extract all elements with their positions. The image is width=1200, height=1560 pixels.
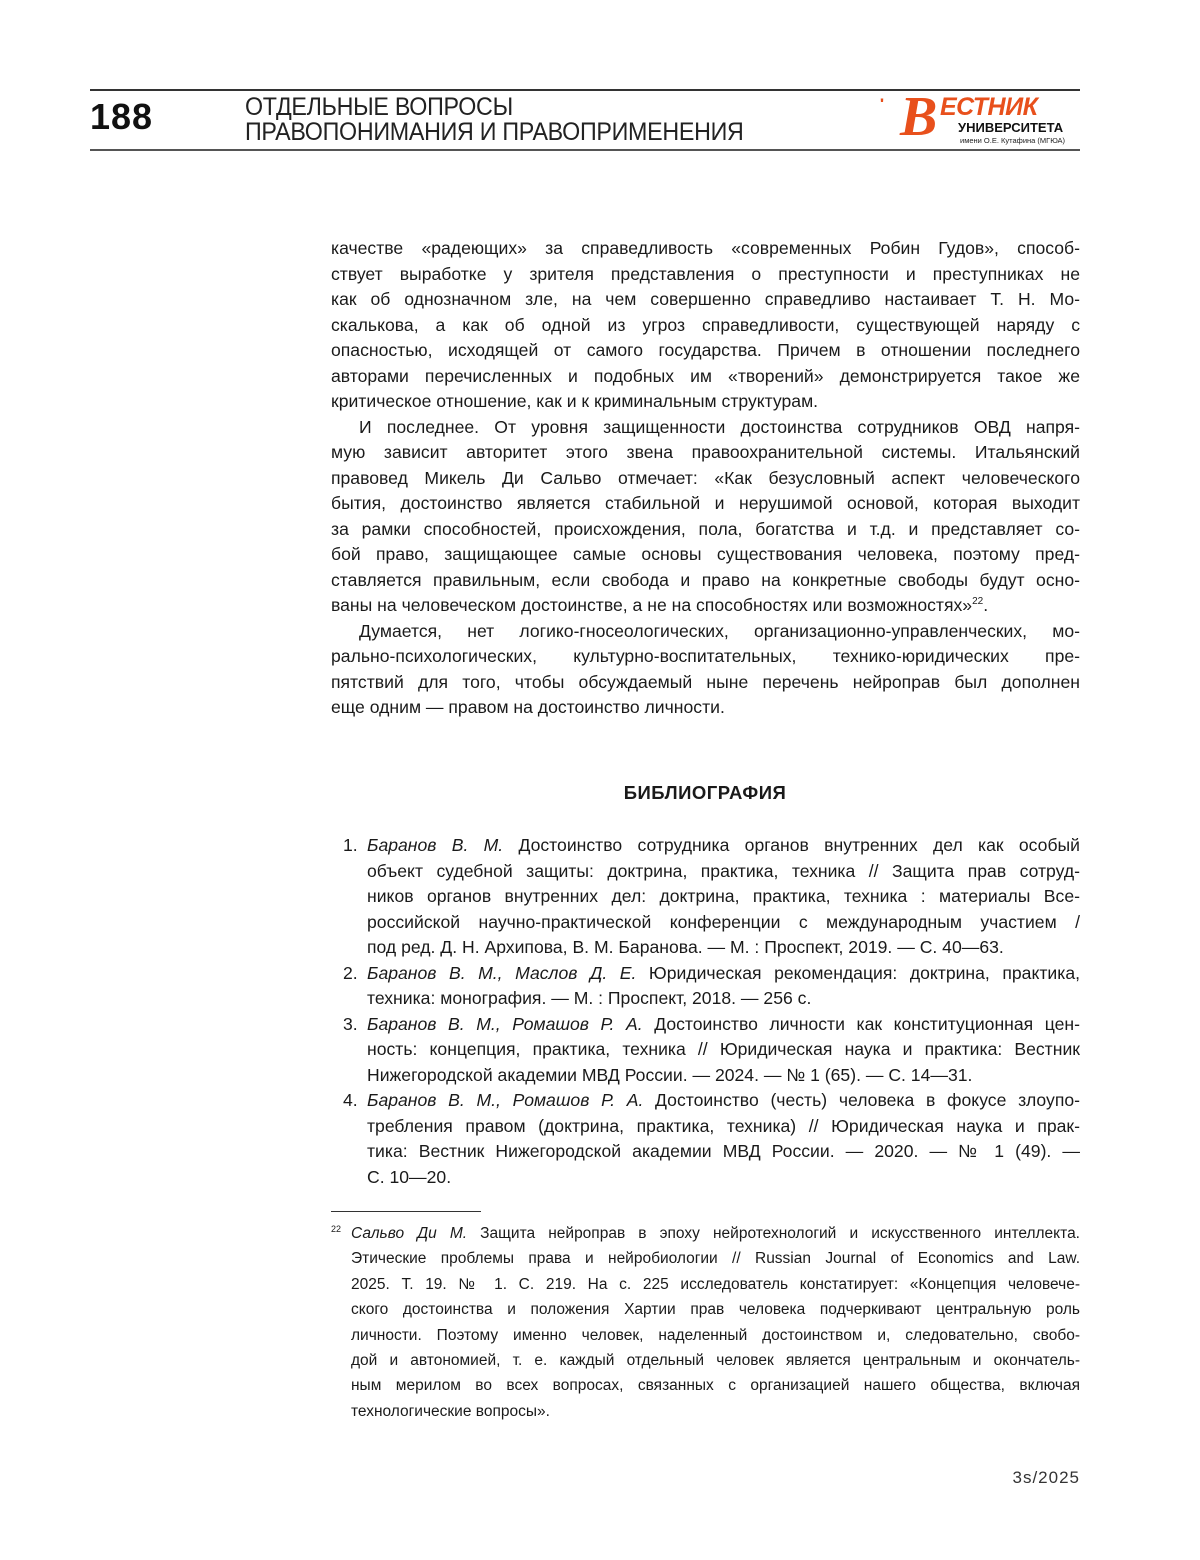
item-title: Достоинство (честь) человека в фокусе злоупо- bbox=[643, 1090, 1080, 1110]
text-line bbox=[367, 1139, 1080, 1165]
section-title-line: ОТДЕЛЬНЫЕ ВОПРОСЫ bbox=[245, 93, 513, 121]
text-line bbox=[331, 287, 1080, 313]
line-text: ным мерилом во всех вопросах, связанных с организацией нашего общества, включая bbox=[351, 1377, 1080, 1395]
item-number: 1. bbox=[343, 835, 358, 855]
text-line bbox=[367, 833, 1080, 859]
line-text: авторами перечисленных и подобных им «творений» демонстрируется такое же bbox=[331, 365, 1080, 386]
line-text: Думается, нет логико-гносеологических, организационно-управленческих, мо- bbox=[359, 620, 1080, 641]
item-author: Баранов В. М. bbox=[367, 835, 504, 855]
text-line bbox=[367, 1063, 1080, 1089]
line-text: Этические проблемы права и нейробиологии // Russian Journal of Economics and Law. bbox=[351, 1250, 1080, 1268]
text-line bbox=[331, 364, 1080, 390]
line-text: бытия, достоинство является стабильной и нерушимой основой, которая выходит bbox=[331, 493, 1080, 513]
logo-university: УНИВЕРСИТЕТА bbox=[958, 120, 1064, 135]
text-line bbox=[367, 1012, 1080, 1038]
line-text: С. 10—20. bbox=[367, 1166, 452, 1187]
text-line bbox=[331, 568, 1080, 594]
line-text: критическое отношение, как и к криминальным структурам. bbox=[331, 391, 819, 411]
line-text: правовед Микель Ди Сальво отмечает: «Как безусловный аспект человеческого bbox=[331, 467, 1080, 488]
text-line bbox=[331, 670, 1080, 696]
bibliography-list bbox=[331, 833, 1080, 1190]
line-text: Нижегородской академии МВД России. — 2024. — № 1 (65). — С. 14—31. bbox=[367, 1064, 973, 1085]
line-text: технологические вопросы». bbox=[351, 1402, 550, 1420]
footnote-title: Защита нейроправ в эпоху нейротехнологий и искусственного интеллекта. bbox=[467, 1225, 1080, 1242]
text-line bbox=[367, 961, 1080, 987]
text-line bbox=[331, 491, 1080, 517]
text-line bbox=[331, 1297, 1080, 1322]
text-line bbox=[331, 313, 1080, 339]
text-line bbox=[331, 1348, 1080, 1373]
line-text: ность: концепция, практика, техника // Юридическая наука и практика: Вестник bbox=[367, 1039, 1080, 1059]
logo-imeni: имени О.Е. Кутафина (МГЮА) bbox=[960, 136, 1066, 145]
text-line bbox=[367, 1114, 1080, 1140]
line-text: дой и автономией, т. е. каждый отдельный человек является центральным и окончатель- bbox=[351, 1351, 1080, 1369]
text-line bbox=[367, 1165, 1080, 1191]
text-line bbox=[367, 935, 1080, 961]
text-line bbox=[367, 1037, 1080, 1063]
line-text: техника: монография. — М. : Проспект, 2018. — 256 с. bbox=[367, 988, 812, 1008]
item-title: Достоинство сотрудника органов внутренних дел как особый bbox=[503, 835, 1080, 855]
line-text: качестве «радеющих» за справедливость «современных Робин Гудов», способ- bbox=[331, 238, 1080, 258]
item-author: Баранов В. М., Ромашов Р. А. bbox=[367, 1090, 644, 1110]
text-line bbox=[367, 859, 1080, 885]
text-line bbox=[331, 440, 1080, 466]
line-text: российской научно-практической конференции с международным участием / bbox=[367, 911, 1080, 932]
line-text: тика: Вестник Нижегородской академии МВД России. — 2020. — № 1 (49). — bbox=[367, 1141, 1080, 1161]
text-line bbox=[367, 1088, 1080, 1114]
paragraph bbox=[331, 619, 1080, 721]
line-text: под ред. Д. Н. Архипова, В. М. Баранова. — М. : Проспект, 2019. — С. 40—63. bbox=[367, 937, 1004, 957]
line-text: рально-психологических, культурно-воспитательных, технико-юридических пре- bbox=[331, 646, 1080, 666]
page-number: 188 bbox=[90, 96, 154, 137]
item-author: Баранов В. М., Ромашов Р. А. bbox=[367, 1013, 643, 1034]
text-line: ваны на человеческом достоинстве, а не на способностях или возможностях»$^{22}$. bbox=[331, 595, 989, 615]
header-rule-bottom bbox=[90, 149, 1080, 151]
footnote-body bbox=[331, 1221, 1080, 1424]
text-line bbox=[331, 695, 1080, 721]
section-title bbox=[245, 95, 744, 145]
item-title: Юридическая рекомендация: доктрина, практика, bbox=[636, 962, 1080, 983]
item-author: Баранов В. М., Маслов Д. Е. bbox=[367, 962, 637, 983]
text-line bbox=[331, 338, 1080, 364]
text-line bbox=[367, 910, 1080, 936]
line-text: требления правом (доктрина, практика, техника) // Юридическая наука и прак- bbox=[367, 1115, 1080, 1136]
line-text: за рамки способностей, происхождения, пола, богатства и т.д. и представляет со- bbox=[331, 518, 1080, 539]
text-line bbox=[331, 1323, 1080, 1348]
line-text: опасностью, исходящей от самого государства. Причем в отношении последнего bbox=[331, 340, 1080, 360]
text-line bbox=[331, 236, 1080, 262]
line-text: И последнее. От уровня защищенности достоинства сотрудников ОВД напря- bbox=[359, 416, 1080, 437]
bibliography-item bbox=[331, 1012, 1080, 1089]
footnote-author: Сальво Ди М. bbox=[351, 1225, 468, 1242]
article-body bbox=[331, 236, 1080, 721]
line-text: ствует выработке у зрителя представления о преступности и преступниках не bbox=[331, 263, 1080, 284]
footnote-separator bbox=[331, 1211, 481, 1212]
line-text: объект судебной защиты: доктрина, практика, техника // Защита прав сотруд- bbox=[367, 860, 1080, 881]
text-line bbox=[331, 415, 1080, 441]
paragraph bbox=[331, 415, 1080, 619]
text-line bbox=[367, 884, 1080, 910]
journal-logo bbox=[880, 86, 1080, 148]
bibliography-item bbox=[331, 833, 1080, 961]
logo-vestnik: ЕСТНИК bbox=[940, 93, 1038, 121]
text-line bbox=[331, 389, 1080, 415]
text-line bbox=[331, 619, 1080, 645]
line-text: ставляется правильным, если свобода и право на конкретные свободы будут осно- bbox=[331, 569, 1080, 590]
bibliography-item bbox=[331, 1088, 1080, 1190]
line-text: пятствий для того, чтобы обсуждаемый ныне перечень нейроправ был дополнен bbox=[331, 671, 1080, 692]
text-line bbox=[367, 986, 1080, 1012]
item-number: 2. bbox=[343, 962, 358, 983]
text-line bbox=[331, 1399, 1080, 1424]
line-text: личности. Поэтому именно человек, наделенный достоинством и, следовательно, свобо- bbox=[351, 1326, 1080, 1344]
bibliography-heading: БИБЛИОГРАФИЯ bbox=[623, 782, 787, 803]
line-text: еще одним — правом на достоинство личности. bbox=[331, 697, 725, 717]
item-number: 3. bbox=[343, 1013, 358, 1034]
footnote bbox=[331, 1221, 1080, 1424]
line-text: мую зависит авторитет этого звена правоохранительной системы. Итальянский bbox=[331, 442, 1080, 462]
line-text: ников органов внутренних дел: доктрина, практика, техника : материалы Все- bbox=[367, 886, 1080, 906]
text-line bbox=[331, 466, 1080, 492]
text-line bbox=[331, 1246, 1080, 1271]
issue-number: 3s/2025 bbox=[1012, 1468, 1080, 1487]
text-line bbox=[331, 1221, 1080, 1246]
text-line bbox=[331, 1272, 1080, 1297]
footnote-number: 22 bbox=[331, 1224, 342, 1234]
line-text: бой право, защищающее самые основы существования человека, поэтому пред- bbox=[331, 544, 1080, 564]
text-line bbox=[331, 262, 1080, 288]
line-text: 2025. Т. 19. № 1. С. 219. На с. 225 исследователь констатирует: «Концепция человече- bbox=[351, 1275, 1080, 1293]
paragraph bbox=[331, 236, 1080, 415]
bibliography-item bbox=[331, 961, 1080, 1012]
footnote-ref: 22 bbox=[972, 596, 984, 607]
line-text: ваны на человеческом достоинстве, а не на способностях или возможностях» bbox=[331, 595, 973, 615]
text-line bbox=[331, 644, 1080, 670]
section-title-line: ПРАВОПОНИМАНИЯ И ПРАВОПРИМЕНЕНИЯ bbox=[245, 118, 744, 146]
text-line bbox=[331, 542, 1080, 568]
item-title: Достоинство личности как конституционная цен- bbox=[642, 1013, 1080, 1034]
line-text: как об однозначном зле, на чем совершенно справедливо настаивает Т. Н. Мо- bbox=[331, 289, 1080, 309]
line-text: скалькова, а как об одной из угроз справедливости, существующей наряду с bbox=[331, 314, 1080, 335]
line-text: ского достоинства и положения Хартии прав человека подчеркивают центральную роль bbox=[351, 1301, 1080, 1319]
logo-dashes: ''' bbox=[880, 95, 881, 111]
text-line bbox=[331, 1373, 1080, 1398]
logo-letter: В bbox=[900, 86, 938, 148]
item-number: 4. bbox=[343, 1090, 358, 1110]
text-line bbox=[331, 517, 1080, 543]
